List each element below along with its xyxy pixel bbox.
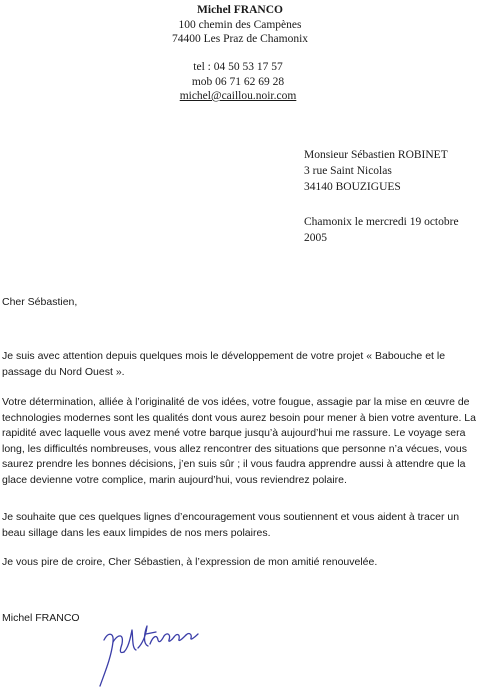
salutation: Cher Sébastien, (2, 296, 78, 308)
sender-mob: mob 06 71 62 69 28 (191, 75, 285, 88)
recipient-address-line2: 34140 BOUZIGUES (304, 181, 401, 193)
sender-name: Michel FRANCO (197, 4, 283, 16)
sender-tel: tel : 04 50 53 17 57 (193, 61, 283, 73)
sender-contact-block (168, 60, 308, 104)
body-paragraph-1: Je suis avec attention depuis quelques mois le développement de votre projet « Babouche et le passage du Nord Ouest ». (2, 350, 446, 378)
sender-block (140, 3, 340, 47)
sender-address-line1: 100 chemin des Campènes (178, 18, 302, 31)
body-paragraph-3: Je souhaite que ces quelques lignes d’encouragement vous soutiennent et vous aident à tracer un beau sillage dans les eaux limpides de nos mers polaires. (2, 511, 460, 539)
letter-date: Chamonix le mercredi 19 octobre 2005 (304, 216, 459, 244)
recipient-address-line1: 3 rue Saint Nicolas (304, 165, 392, 177)
handwritten-signature-icon (88, 610, 218, 692)
recipient-name: Monsieur Sébastien ROBINET (304, 149, 448, 161)
closing-name: Michel FRANCO (2, 612, 80, 624)
body-paragraph-4: Je vous pire de croire, Cher Sébastien, à l’expression de mon amitié renouvelée. (2, 556, 378, 568)
sender-address-line2: 74400 Les Praz de Chamonix (171, 33, 309, 45)
body-paragraph-2: Votre détermination, alliée à l’originalité de vos idées, votre fougue, assagie par la mise en œuvre de technologies modernes sont les qualités dont vous aurez besoin pour mener à bien votre aventure. La rapidité avec laquelle vous avez mené votre barque jusqu’à aujourd’hui me rassure. Le voyage sera long, les difficultés nombreuses, vous allez rencontrer des situations que personne n’a vécues, vous saurez prendre les bonnes décisions, j’en suis sûr ; il vous faudra apprendre aussi à attendre que la glace devienne votre complice, marin aujourd’hui, vous reviendrez polaire. (2, 396, 476, 486)
recipient-block (304, 147, 448, 195)
sender-email: michel@caillou.noir.com (179, 90, 297, 102)
